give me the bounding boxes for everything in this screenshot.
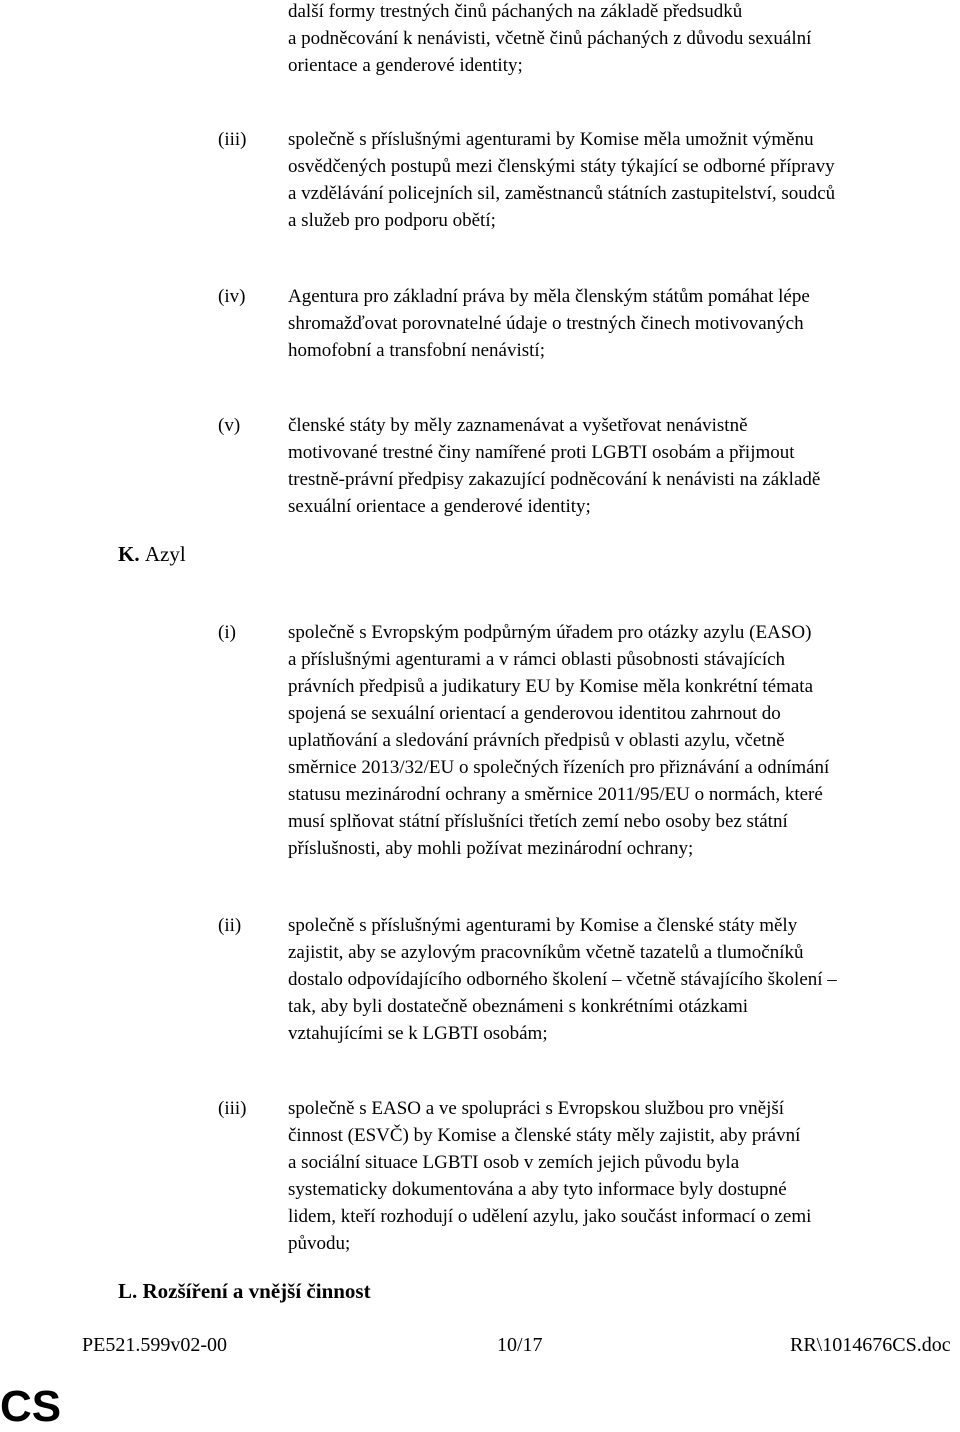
text-line: společně s příslušnými agenturami by Komise a členské státy měly	[288, 915, 798, 936]
text-line: zajistit, aby se azylovým pracovníkům včetně tazatelů a tlumočníků	[288, 942, 804, 963]
text-line: spojená se sexuální orientací a genderovou identitou zahrnout do	[288, 703, 781, 724]
section-letter: K.	[118, 542, 140, 566]
item-number: (i)	[218, 622, 236, 643]
text-line: statusu mezinárodní ochrany a směrnice 2011/95/EU o normách, které	[288, 784, 823, 805]
text-line: homofobní a transfobní nenávistí;	[288, 340, 545, 361]
item-text	[288, 912, 956, 1047]
text-line: motivované trestné činy namířené proti LGBTI osobám a přijmout	[288, 442, 795, 463]
text-line: původu;	[288, 1233, 351, 1254]
text-line: a sociální situace LGBTI osob v zemích jejich původu byla	[288, 1152, 740, 1173]
footer-doc-ref: PE521.599v02-00	[82, 1334, 227, 1356]
item-text	[288, 1095, 956, 1257]
section-title: Azyl	[144, 542, 186, 566]
section-title: Rozšíření a vnější činnost	[142, 1279, 371, 1303]
text-line: shromažďovat porovnatelné údaje o trestných činech motivovaných	[288, 313, 804, 334]
language-code: CS	[0, 1382, 62, 1431]
text-line: společně s příslušnými agenturami by Komise měla umožnit výměnu	[288, 129, 814, 150]
text-line: činnost (ESVČ) by Komise a členské státy měly zajistit, aby právní	[288, 1125, 801, 1146]
text-line: uplatňování a sledování právních předpisů v oblasti azylu, včetně	[288, 730, 785, 751]
item-text	[288, 283, 956, 364]
text-line: členské státy by měly zaznamenávat a vyšetřovat nenávistně	[288, 415, 748, 436]
item-text	[288, 619, 956, 862]
item-number: (iii)	[218, 129, 247, 150]
text-line: společně s Evropským podpůrným úřadem pro otázky azylu (EASO)	[288, 622, 812, 643]
item-number: (iv)	[218, 286, 246, 307]
text-line: lidem, kteří rozhodují o udělení azylu, jako součást informací o zemi	[288, 1206, 812, 1227]
section-letter: L.	[118, 1279, 138, 1303]
text-line: osvědčených postupů mezi členskými státy týkající se odborné přípravy	[288, 156, 835, 177]
text-line: další formy trestných činů páchaných na základě předsudků	[288, 1, 743, 22]
section-heading-k	[118, 542, 186, 567]
text-line: musí splňovat státní příslušníci třetích zemí nebo osoby bez státní	[288, 811, 788, 832]
text-line: směrnice 2013/32/EU o společných řízeních pro přiznávání a odnímání	[288, 757, 830, 778]
text-line: Agentura pro základní práva by měla členským státům pomáhat lépe	[288, 286, 810, 307]
text-line: sexuální orientace a genderové identity;	[288, 496, 591, 517]
footer-page-number: 10/17	[497, 1334, 543, 1356]
text-line: dostalo odpovídajícího odborného školení – včetně stávajícího školení –	[288, 969, 837, 990]
text-line: vztahujícími se k LGBTI osobám;	[288, 1023, 548, 1044]
item-number: (v)	[218, 415, 241, 436]
text-line: trestně-právní předpisy zakazující podněcování k nenávisti na základě	[288, 469, 821, 490]
item-number: (iii)	[218, 1098, 247, 1119]
item-number: (ii)	[218, 915, 242, 936]
text-line: systematicky dokumentována a aby tyto informace byly dostupné	[288, 1179, 787, 1200]
text-line: právních předpisů a judikatury EU by Komise měla konkrétní témata	[288, 676, 813, 697]
item-text	[288, 126, 956, 234]
text-line: tak, aby byli dostatečně obeznámeni s konkrétními otázkami	[288, 996, 749, 1017]
text-line: a příslušnými agenturami a v rámci oblasti působnosti stávajících	[288, 649, 786, 670]
text-line: a vzdělávání policejních sil, zaměstnanců státních zastupitelství, soudců	[288, 183, 836, 204]
text-line: orientace a genderové identity;	[288, 55, 523, 76]
item-text	[288, 412, 956, 520]
item-text	[288, 0, 956, 79]
footer-file-name: RR\1014676CS.doc	[790, 1334, 951, 1356]
text-line: příslušnosti, aby mohli požívat mezinárodní ochrany;	[288, 838, 694, 859]
section-heading-l	[118, 1279, 371, 1304]
text-line: a služeb pro podporu obětí;	[288, 210, 496, 231]
text-line: a podněcování k nenávisti, včetně činů páchaných z důvodu sexuální	[288, 28, 812, 49]
text-line: společně s EASO a ve spolupráci s Evropskou službou pro vnější	[288, 1098, 785, 1119]
